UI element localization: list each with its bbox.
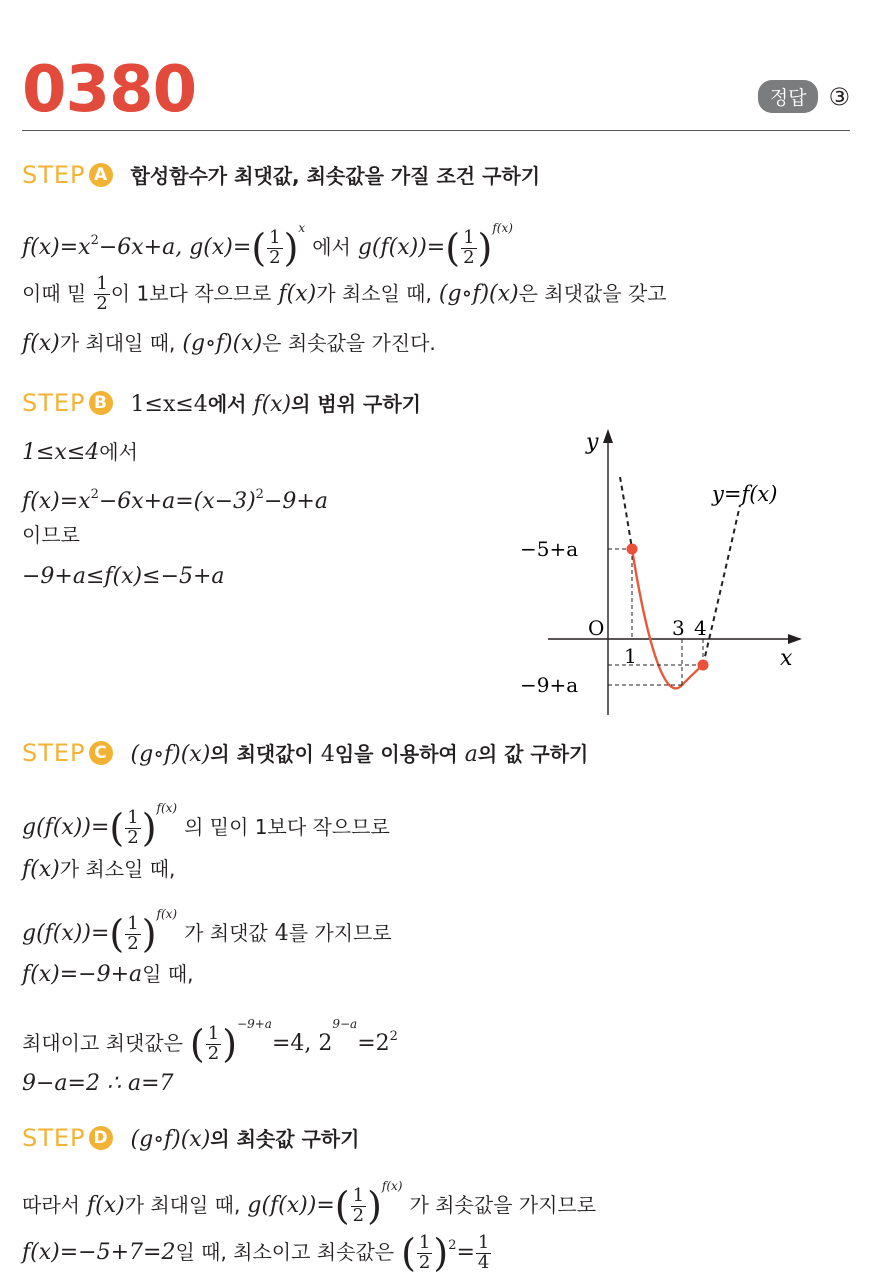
step-c-line-5 bbox=[22, 1008, 398, 1066]
paren: ( bbox=[251, 226, 267, 270]
step-b-line-3 bbox=[22, 519, 80, 552]
math-text: f(x) bbox=[278, 281, 317, 307]
korean-text: 이때 밑 bbox=[22, 281, 87, 306]
curve-label: y=f(x) bbox=[712, 482, 778, 506]
korean-text: 가 최소일 때, bbox=[59, 857, 176, 881]
step-d-line-1 bbox=[22, 1170, 597, 1228]
endpoint-x4 bbox=[698, 660, 709, 671]
paren: ) bbox=[141, 912, 157, 956]
step-b-line-2 bbox=[22, 479, 328, 518]
step-a-line-3 bbox=[22, 327, 436, 360]
exponent: −9+a bbox=[237, 1017, 272, 1031]
step-c-line-1 bbox=[22, 792, 390, 850]
math-text: =2 bbox=[357, 1031, 390, 1056]
step-title: 합성함수가 최댓값, 최솟값을 가질 조건 구하기 bbox=[130, 164, 541, 188]
math-text: f(x) bbox=[22, 331, 60, 356]
math-text: 9−a=2 ∴ a=7 bbox=[22, 1071, 174, 1096]
math-text: 1≤x≤4 bbox=[22, 440, 100, 465]
step-badge: B bbox=[89, 391, 113, 415]
korean-text: 에서 bbox=[99, 440, 138, 464]
fraction: $\frac{1}{2}$ bbox=[463, 226, 475, 268]
x3-label: 3 bbox=[672, 616, 685, 640]
math-text: f(x) bbox=[22, 857, 60, 882]
korean-text: 따라서 bbox=[22, 1193, 80, 1217]
step-title: 1≤x≤4에서 f(x)의 범위 구하기 bbox=[130, 392, 421, 417]
curve-solid bbox=[632, 549, 703, 688]
korean-text: 를 가지므로 bbox=[288, 921, 392, 945]
step-d-line-2 bbox=[22, 1230, 492, 1275]
curve-dashed-left bbox=[620, 477, 632, 549]
korean-text: 일 때, 최소이고 최솟값은 bbox=[175, 1240, 395, 1264]
answer-value: ③ bbox=[828, 82, 850, 111]
math-text: −6x+a=(x−3) bbox=[98, 489, 256, 514]
math-text: g(f(x))= bbox=[247, 1193, 335, 1218]
korean-text: 가 최댓값 bbox=[184, 921, 268, 945]
x1-label: 1 bbox=[624, 644, 637, 668]
math-text: = bbox=[456, 1240, 475, 1265]
step-label: STEP bbox=[22, 388, 86, 417]
korean-text: 가 최소일 때, bbox=[316, 281, 432, 306]
y-axis-label: y bbox=[586, 430, 599, 455]
step-b-line-4 bbox=[22, 561, 225, 593]
step-label: STEP bbox=[22, 160, 86, 189]
exponent: 2 bbox=[90, 233, 99, 248]
math-text: f(x) bbox=[86, 1193, 125, 1218]
fraction: $\frac{1}{2}$ bbox=[352, 1184, 365, 1226]
math-text: f(x)=x bbox=[22, 489, 91, 514]
step-badge: C bbox=[89, 741, 113, 765]
exponent: x bbox=[298, 221, 306, 235]
step-badge: D bbox=[89, 1126, 113, 1150]
fraction: $\frac{1}{2}$ bbox=[418, 1231, 431, 1273]
paren: ( bbox=[445, 226, 461, 270]
function-graph bbox=[520, 425, 820, 725]
fraction: $\frac{1}{2}$ bbox=[207, 1022, 220, 1064]
answer-box bbox=[758, 80, 850, 113]
problem-number: 0380 bbox=[22, 53, 197, 127]
korean-text: 은 최솟값을 가진다. bbox=[262, 331, 436, 355]
math-text: g(f(x))= bbox=[357, 235, 446, 260]
step-b-heading bbox=[22, 388, 421, 417]
paren: ) bbox=[283, 226, 299, 270]
step-c-line-2 bbox=[22, 853, 175, 886]
y-upper-label: −5+a bbox=[520, 537, 579, 561]
step-label: STEP bbox=[22, 738, 86, 767]
header-divider bbox=[22, 130, 850, 131]
step-b-line-1 bbox=[22, 436, 138, 469]
x-axis-label: x bbox=[780, 646, 793, 671]
korean-text: 가 최대일 때, bbox=[59, 331, 176, 355]
exponent: 2 bbox=[90, 487, 99, 502]
paren: ) bbox=[222, 1022, 238, 1066]
fraction: $\frac{1}{4}$ bbox=[477, 1231, 490, 1273]
step-a-line-1 bbox=[22, 212, 513, 270]
exponent: 9−a bbox=[332, 1017, 358, 1031]
answer-label: 정답 bbox=[758, 80, 819, 113]
paren: ) bbox=[477, 226, 493, 270]
y-lower-label: −9+a bbox=[520, 673, 579, 697]
exponent: 2 bbox=[389, 1029, 398, 1044]
exponent: f(x) bbox=[492, 221, 513, 235]
step-d-heading bbox=[22, 1123, 359, 1152]
exponent: f(x) bbox=[381, 1179, 403, 1193]
step-a-line-2 bbox=[22, 275, 667, 314]
korean-text: 이 1보다 작으므로 bbox=[110, 281, 272, 306]
paren: ( bbox=[401, 1231, 416, 1275]
paren: ) bbox=[433, 1231, 449, 1275]
exponent: f(x) bbox=[156, 907, 178, 921]
paren: ( bbox=[109, 912, 125, 956]
math-text: g(f(x))= bbox=[22, 921, 110, 946]
fraction: $\frac{1}{2}$ bbox=[127, 806, 139, 848]
step-label: STEP bbox=[22, 1123, 86, 1152]
math-text: 4 bbox=[274, 921, 289, 946]
math-text: g(f(x))= bbox=[22, 815, 110, 840]
y-axis-arrow bbox=[603, 429, 613, 443]
curve-dashed-right bbox=[703, 505, 740, 665]
math-text: f(x)=x bbox=[22, 235, 91, 260]
korean-text: 은 최댓값을 갖고 bbox=[518, 281, 667, 306]
step-title: (g∘f)(x)의 최댓값이 4임을 이용하여 a의 값 구하기 bbox=[130, 742, 589, 767]
korean-text: 최대이고 최댓값은 bbox=[22, 1031, 183, 1055]
math-text: −9+a bbox=[263, 489, 328, 514]
math-text: =4, 2 bbox=[271, 1031, 333, 1056]
math-text: (g∘f)(x) bbox=[438, 281, 519, 307]
fraction: $\frac{1}{2}$ bbox=[96, 273, 108, 314]
step-c-heading bbox=[22, 738, 588, 767]
step-title: (g∘f)(x)의 최솟값 구하기 bbox=[130, 1127, 360, 1152]
step-c-line-6 bbox=[22, 1068, 174, 1100]
paren: ) bbox=[367, 1184, 382, 1228]
paren: ( bbox=[334, 1184, 350, 1228]
math-text: f(x)=−9+a bbox=[22, 962, 143, 987]
x4-label: 4 bbox=[694, 616, 707, 640]
x-axis-arrow bbox=[788, 634, 802, 644]
korean-text: 가 최솟값을 가지므로 bbox=[409, 1193, 597, 1217]
step-c-line-3 bbox=[22, 898, 392, 956]
paren: ( bbox=[109, 806, 125, 850]
exponent: 2 bbox=[255, 487, 264, 502]
step-c-line-4 bbox=[22, 958, 194, 991]
origin-label: O bbox=[588, 616, 605, 640]
paren: ) bbox=[141, 806, 157, 850]
math-text: −9+a≤f(x)≤−5+a bbox=[22, 564, 225, 589]
exponent: 2 bbox=[448, 1238, 457, 1253]
math-text: (g∘f)(x) bbox=[182, 331, 263, 356]
step-a-heading bbox=[22, 160, 540, 189]
math-text: −6x+a, g(x)= bbox=[98, 235, 252, 260]
fraction: $\frac{1}{2}$ bbox=[127, 912, 139, 954]
exponent: f(x) bbox=[156, 801, 178, 815]
endpoint-x1 bbox=[627, 544, 638, 555]
fraction: $\frac{1}{2}$ bbox=[269, 226, 281, 268]
korean-text: 가 최대일 때, bbox=[124, 1193, 241, 1217]
step-badge: A bbox=[89, 163, 113, 187]
paren: ( bbox=[189, 1022, 205, 1066]
korean-text: 의 밑이 1보다 작으므로 bbox=[184, 815, 390, 839]
korean-text: 일 때, bbox=[142, 962, 194, 986]
korean-text: 에서 bbox=[312, 235, 351, 259]
math-text: f(x)=−5+7=2 bbox=[22, 1240, 176, 1265]
korean-text: 이므로 bbox=[22, 523, 80, 547]
